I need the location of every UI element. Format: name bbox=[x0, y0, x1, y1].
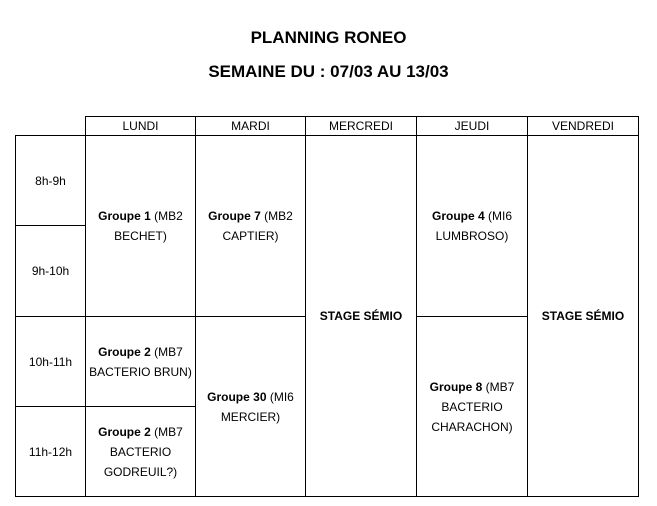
session-mercredi-stage: STAGE SÉMIO bbox=[319, 309, 403, 323]
time-slot-8h-9h: 8h-9h bbox=[35, 173, 66, 188]
group-name: Groupe 7 bbox=[208, 209, 261, 223]
group-name: Groupe 2 bbox=[98, 344, 151, 359]
session-lundi-groupe-2-godreuil bbox=[86, 407, 195, 496]
group-room: (MB7 bbox=[482, 379, 515, 394]
group-room: (MB7 bbox=[150, 344, 183, 359]
group-teacher: BACTERIO BRUN) bbox=[89, 364, 192, 379]
day-header-jeudi: JEUDI bbox=[454, 119, 490, 133]
page-title: PLANNING RONEO bbox=[250, 28, 407, 47]
session-jeudi-groupe-8 bbox=[417, 317, 527, 496]
grid-line bbox=[15, 496, 639, 497]
group-teacher: GODREUIL?) bbox=[103, 464, 178, 479]
page-subtitle: SEMAINE DU : 07/03 AU 13/03 bbox=[208, 62, 449, 81]
session-mardi-groupe-30 bbox=[196, 317, 305, 496]
group-name: Groupe 8 bbox=[429, 379, 483, 394]
group-teacher: LUMBROSO) bbox=[435, 229, 509, 243]
group-teacher: CHARACHON) bbox=[431, 419, 513, 434]
grid-line bbox=[638, 116, 639, 497]
time-slot-11h-12h: 11h-12h bbox=[28, 444, 73, 459]
group-name: Groupe 4 bbox=[431, 209, 485, 223]
session-lundi-groupe-1 bbox=[86, 136, 195, 316]
group-room: (MB7 bbox=[150, 424, 183, 439]
group-teacher: BECHET) bbox=[114, 229, 167, 243]
group-room: (MI6 bbox=[484, 209, 513, 223]
session-vendredi-stage: STAGE SÉMIO bbox=[541, 309, 625, 323]
group-name: Groupe 2 bbox=[98, 424, 151, 439]
session-lundi-groupe-2-brun bbox=[86, 317, 195, 406]
group-subject: BACTERIO bbox=[109, 444, 172, 459]
time-slot-9h-10h: 9h-10h bbox=[31, 264, 70, 278]
group-name: Groupe 30 bbox=[207, 389, 267, 404]
group-name: Groupe 1 bbox=[98, 209, 151, 223]
session-mardi-groupe-7 bbox=[196, 136, 305, 316]
day-header-lundi: LUNDI bbox=[122, 119, 159, 133]
group-room: (MB2 bbox=[260, 209, 293, 223]
group-teacher: CAPTIER) bbox=[222, 229, 279, 243]
group-room: (MI6 bbox=[266, 389, 294, 404]
day-header-mercredi: MERCREDI bbox=[328, 119, 393, 133]
group-teacher: MERCIER) bbox=[220, 409, 281, 424]
time-slot-10h-11h: 10h-11h bbox=[28, 354, 73, 369]
day-header-vendredi: VENDREDI bbox=[551, 119, 614, 133]
group-subject: BACTERIO bbox=[441, 399, 503, 414]
session-jeudi-groupe-4 bbox=[417, 136, 527, 316]
day-header-mardi: MARDI bbox=[231, 119, 270, 133]
group-room: (MB2 bbox=[150, 209, 183, 223]
